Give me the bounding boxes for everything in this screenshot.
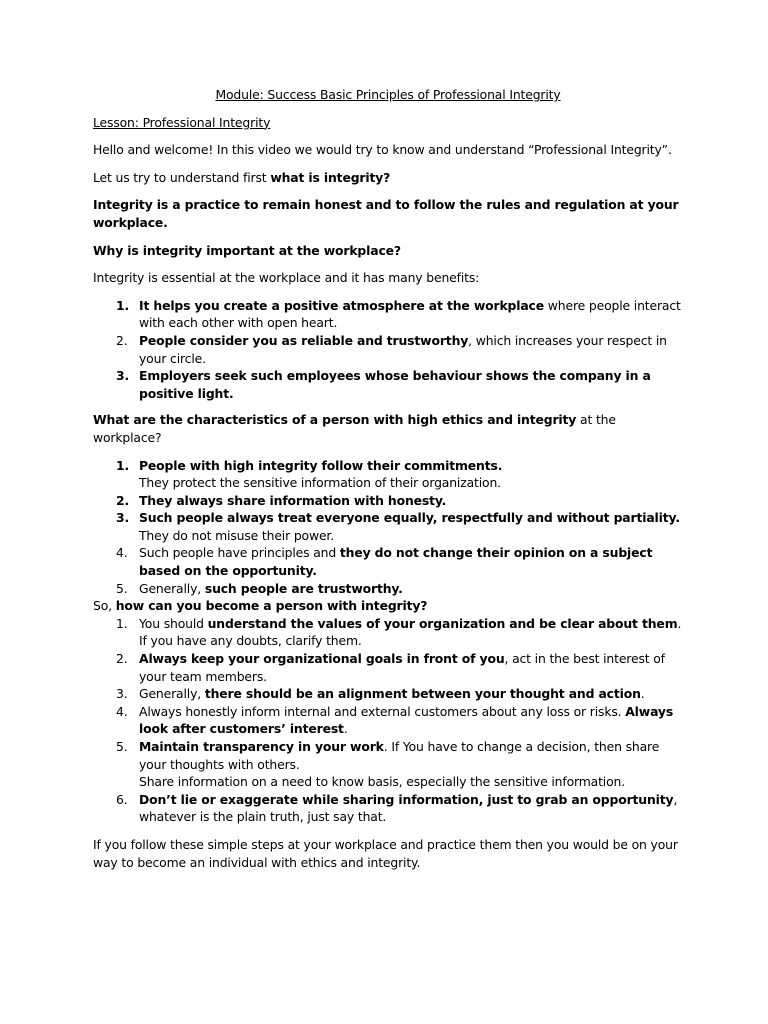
list-item-bold: Maintain transparency in your work (139, 739, 384, 754)
list-item-text: You should (139, 615, 208, 631)
list-item (93, 615, 683, 650)
list-item-bold: understand the values of your organization and be clear about them (207, 615, 678, 631)
list-item-text: . If you have any doubts, clarify them. (139, 615, 682, 649)
list-item (93, 738, 683, 791)
list-item-bold: They always share information with honesty. (139, 492, 447, 508)
question-prefix: Let us try to understand first (93, 169, 271, 185)
list-item-text: Generally, (139, 580, 205, 596)
list-item-text: , act in the best interest of your team members. (139, 651, 665, 684)
list-item-extra: Share information on a need to know basis, especially the sensitive information. (139, 774, 626, 790)
question-how-to-become (93, 597, 683, 615)
list-item-bold: People with high integrity follow their commitments. (139, 457, 503, 473)
list-number: 5. (116, 739, 128, 754)
list-item-bold: It helps you create a positive atmosphere at the workplace (139, 297, 545, 313)
list-number: 3. (116, 368, 130, 384)
list-item-bold: Always keep your organizational goals in front of you (139, 651, 505, 667)
benefits-list (93, 297, 683, 403)
list-item-text: , whatever is the plain truth, just say that. (139, 791, 678, 825)
question-why-text: Why is integrity important at the workplace? (93, 242, 401, 258)
list-item (93, 509, 683, 544)
question-bold: What are the characteristics of a person with high ethics and integrity (93, 412, 577, 428)
question-prefix: So, (93, 598, 116, 614)
question-bold: how can you become a person with integrity? (115, 598, 428, 614)
list-item-bold: such people are trustworthy. (204, 580, 403, 596)
list-item-extra: They protect the sensitive information of their organization. (139, 475, 501, 491)
list-number: 3. (116, 510, 130, 526)
list-item (93, 703, 683, 738)
list-item-text: . If You have to change a decision, then share your thoughts with others. (139, 739, 660, 772)
list-number: 2. (116, 651, 128, 667)
question-bold: what is integrity? (270, 169, 391, 185)
list-number: 1. (116, 297, 130, 313)
definition-text: Integrity is a practice to remain honest and to follow the rules and regulation at your workplace. (93, 197, 679, 230)
list-item-bold: Don’t lie or exaggerate while sharing information, just to grab an opportunity (139, 791, 674, 807)
list-item-text: Always honestly inform internal and external customers about any loss or risks. (139, 703, 626, 719)
list-item-bold: People consider you as reliable and trustworthy (139, 332, 469, 348)
question-what-is-integrity (93, 169, 683, 187)
list-item (93, 544, 683, 579)
list-item (93, 685, 683, 703)
closing-paragraph: If you follow these simple steps at your workplace and practice them then you would be on your way to become an individual with ethics and integrity. (93, 836, 678, 870)
list-number: 5. (116, 580, 128, 596)
question-suffix: at the workplace? (93, 412, 616, 445)
list-item (93, 791, 683, 826)
list-item-text: Generally, (139, 686, 205, 702)
list-number: 1. (116, 457, 130, 473)
list-item-text: . (640, 686, 645, 702)
intro-paragraph: Hello and welcome! In this video we would try to know and understand “Professional Integrity”. (93, 142, 672, 158)
list-item-text: , which increases your respect in your circle. (139, 332, 667, 366)
list-item (93, 367, 683, 402)
characteristics-list (93, 457, 683, 598)
list-item-extra: They do not misuse their power. (139, 527, 335, 543)
list-number: 4. (116, 703, 128, 719)
list-number: 2. (116, 332, 128, 348)
question-why-important (93, 242, 683, 260)
list-item (93, 492, 683, 510)
list-item-text: . (343, 721, 348, 737)
steps-list (93, 615, 683, 826)
list-item (93, 650, 683, 685)
list-item-bold: Always look after customers’ interest (139, 703, 674, 737)
benefits-intro: Integrity is essential at the workplace and it has many benefits: (93, 270, 480, 286)
list-item-text: where people interact with each other with open heart. (139, 297, 681, 331)
list-item (93, 297, 683, 332)
document-title: Module: Success Basic Principles of Professional Integrity (215, 87, 561, 102)
list-item-bold: Such people always treat everyone equally, respectfully and without partiality. (139, 510, 680, 526)
list-number: 6. (116, 791, 128, 807)
list-number: 3. (116, 686, 128, 702)
list-item-text: Such people have principles and (139, 545, 340, 561)
document-page (93, 86, 683, 871)
list-item (93, 580, 683, 598)
list-number: 1. (116, 615, 128, 631)
list-number: 4. (116, 545, 128, 561)
list-item-bold: they do not change their opinion on a subject based on the opportunity. (139, 545, 653, 579)
list-item-bold: there should be an alignment between your thought and action (204, 686, 641, 702)
lesson-heading: Lesson: Professional Integrity (93, 114, 271, 130)
question-characteristics (93, 411, 683, 446)
integrity-definition (93, 196, 683, 231)
list-item-bold: Employers seek such employees whose behaviour shows the company in a positive light. (139, 368, 651, 401)
list-item (93, 332, 683, 367)
list-item (93, 457, 683, 492)
list-number: 2. (116, 492, 130, 508)
